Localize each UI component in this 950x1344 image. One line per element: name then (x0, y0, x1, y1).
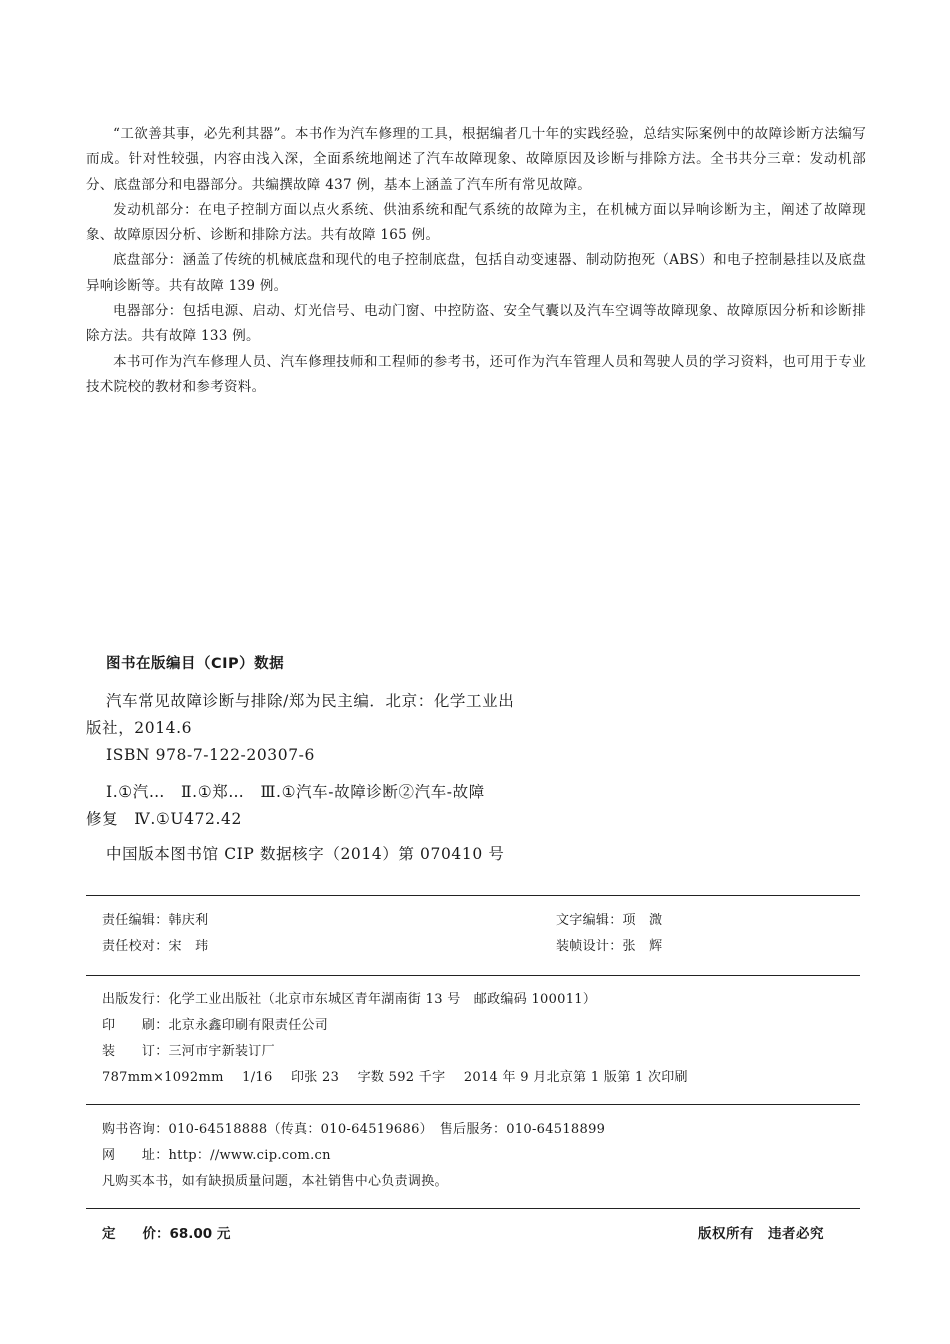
abstract-paragraph: “工欲善其事，必先利其器”。本书作为汽车修理的工具，根据编者几十年的实践经验，总结实际案例中的故障诊断方法编写而成。针对性较强，内容由浅入深，全面系统地阐述了汽车故障现象、故障原因及诊断与排除方法。全书共分三章：发动机部分、底盘部分和电器部分。共编撰故障 437 例，基本上涵盖了汽车所有常见故障。 (86, 126, 866, 193)
abstract-paragraph: 电器部分：包括电源、启动、灯光信号、电动门窗、中控防盗、安全气囊以及汽车空调等故障现象、故障原因分析和诊断排除方法。共有故障 133 例。 (86, 303, 866, 345)
abstract-paragraph: 底盘部分：涵盖了传统的机械底盘和现代的电子控制底盘，包括自动变速器、制动防抱死（ABS）和电子控制悬挂以及底盘异响诊断等。共有故障 139 例。 (86, 252, 866, 294)
abstract-paragraph: 发动机部分：在电子控制方面以点火系统、供油系统和配气系统的故障为主，在机械方面以异响诊断为主，阐述了故障现象、故障原因分析、诊断和排除方法。共有故障 165 例。 (86, 201, 866, 244)
quality-notice: 凡购买本书，如有缺损质量问题，本社销售中心负责调换。 (102, 1174, 448, 1189)
divider (86, 975, 860, 976)
divider (86, 1104, 860, 1105)
publishing-info (102, 987, 702, 1091)
proofreader: 责任校对：宋 玮 (102, 939, 209, 954)
contact-info (102, 1117, 605, 1195)
book-abstract (86, 122, 866, 400)
cip-line: 汽车常见故障诊断与排除/郑为民主编．北京：化学工业出 (106, 692, 515, 710)
print-specs (102, 1065, 702, 1091)
cip-line: 版社，2014.6 (86, 719, 193, 737)
cip-record (86, 688, 626, 868)
page-format: 787mm×1092mm (102, 1070, 224, 1085)
cip-classification: Ⅰ.①汽… Ⅱ.①郑… Ⅲ.①汽车-故障诊断②汽车-故障 (106, 783, 485, 801)
divider (86, 1208, 860, 1209)
abstract-paragraph: 本书可作为汽车修理人员、汽车修理技师和工程师的参考书，还可作为汽车管理人员和驾驶人员的学习资料，也可用于专业技术院校的教材和参考资料。 (86, 353, 866, 395)
word-count: 字数 592 千字 (357, 1070, 446, 1085)
divider (86, 895, 860, 896)
edition-info: 2014 年 9 月北京第 1 版第 1 次印刷 (463, 1070, 688, 1085)
responsible-editor: 责任编辑：韩庆利 (102, 913, 209, 928)
text-editor: 文字编辑：项 溦 (556, 913, 663, 928)
binder: 装 订：三河市宇新装订厂 (102, 1044, 275, 1059)
price: 定 价：68.00 元 (102, 1226, 231, 1242)
editor-credits (102, 908, 862, 960)
purchase-contact: 购书咨询：010-64518888（传真：010-64519686） 售后服务：010-64518899 (102, 1122, 606, 1137)
cip-classification: 修复 Ⅳ.①U472.42 (86, 810, 242, 828)
cip-heading: 图书在版编目（CIP）数据 (106, 656, 285, 672)
website: 网 址：http：//www.cip.com.cn (102, 1148, 331, 1163)
cip-record-number: 中国版本图书馆 CIP 数据核字（2014）第 070410 号 (106, 845, 505, 863)
printer: 印 刷：北京永鑫印刷有限责任公司 (102, 1018, 329, 1033)
print-sheets: 印张 23 (290, 1070, 340, 1085)
copyright-notice: 版权所有 违者必究 (698, 1226, 824, 1242)
cip-isbn: ISBN 978-7-122-20307-6 (106, 746, 315, 764)
publisher: 出版发行：化学工业出版社（北京市东城区青年湖南街 13 号 邮政编码 100011） (102, 992, 597, 1007)
folio: 1/16 (242, 1070, 273, 1085)
cover-designer: 装帧设计：张 辉 (556, 939, 663, 954)
